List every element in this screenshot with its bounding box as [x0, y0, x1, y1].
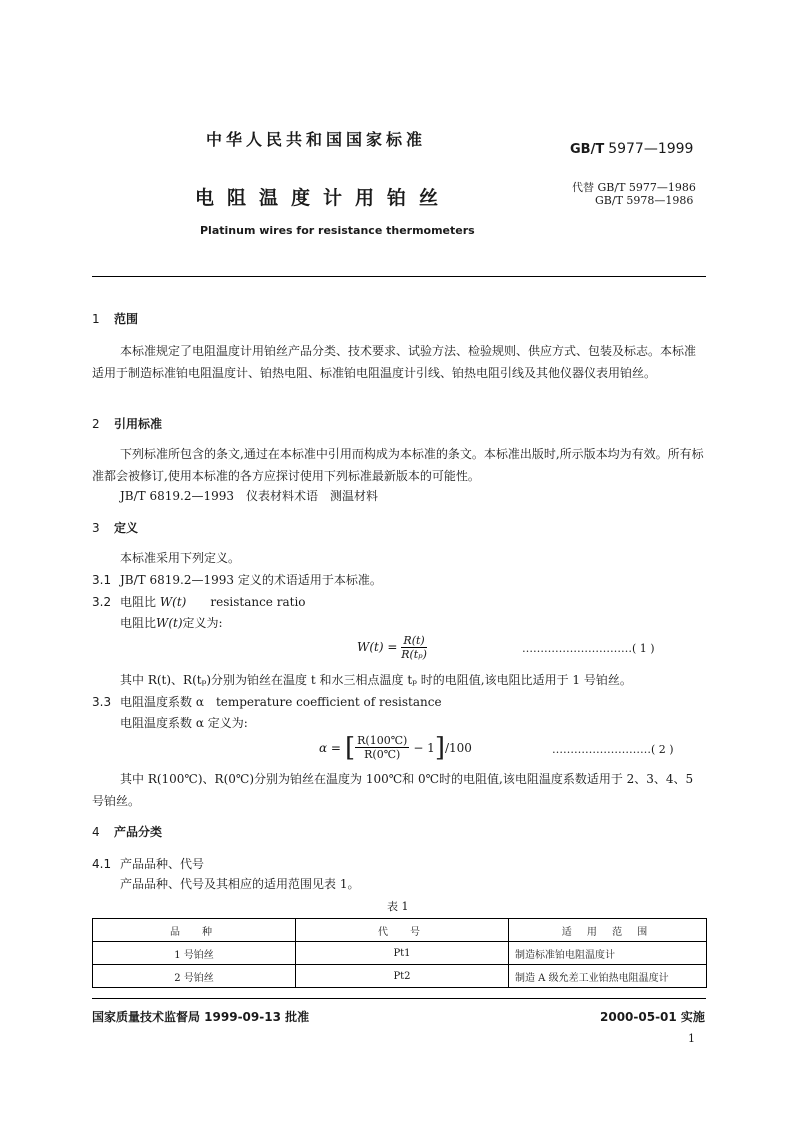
table-row	[93, 942, 707, 965]
section-title: 产品分类	[114, 825, 163, 839]
definition-symbol: W(t)	[156, 616, 183, 630]
equation-minus-one: − 1	[413, 740, 435, 755]
table-cell: Pt2	[296, 965, 509, 988]
table-cell: 制造标准铂电阻温度计	[509, 942, 707, 965]
equation-1	[357, 634, 427, 661]
clause-4-1-text: 产品品种、代号及其相应的适用范围见表 1。	[120, 877, 360, 891]
page-number: 1	[688, 1032, 695, 1045]
english-title: Platinum wires for resistance thermometers	[200, 224, 475, 237]
clause-english: temperature coefficient of resistance	[215, 695, 442, 709]
table-header-cell: 适 用 范 围	[509, 919, 707, 942]
clause-3-2	[92, 593, 306, 610]
clause-text: JB/T 6819.2—1993 定义的术语适用于本标准。	[120, 573, 382, 587]
document-title: 电阻温度计用铂丝	[195, 187, 452, 209]
approval-line: 国家质量技术监督局 1999-09-13 批准	[92, 1010, 310, 1024]
replaces-note	[572, 181, 696, 207]
section-number: 4	[92, 825, 100, 839]
product-table	[92, 918, 707, 988]
section-3-heading	[92, 519, 138, 536]
clause-english: resistance ratio	[210, 595, 306, 609]
fraction-denominator: R(0℃)	[364, 748, 401, 761]
clause-title: 产品品种、代号	[120, 857, 205, 871]
clause-number: 4.1	[92, 857, 112, 871]
clause-symbol: W(t)	[159, 595, 187, 609]
equation-fraction	[355, 734, 409, 761]
equation-1-tag: …………………………( 1 )	[522, 642, 655, 655]
standard-code	[570, 141, 693, 157]
section-title: 定义	[114, 521, 139, 535]
right-bracket: ]	[434, 732, 445, 763]
equation-2-tag: ………………………( 2 )	[552, 743, 674, 756]
clause-label: 电阻温度系数 α	[120, 695, 204, 709]
effective-date: 2000-05-01 实施	[600, 1010, 705, 1024]
equation-fraction	[401, 634, 427, 661]
equation-1-note: 其中 R(t)、R(tₚ)分别为铂丝在温度 t 和水三相点温度 tₚ 时的电阻值,该电阻比适用于 1 号铂丝。	[120, 673, 632, 687]
clause-label: 电阻比	[120, 595, 157, 609]
equation-lhs: α =	[319, 740, 341, 755]
section-1-paragraph: 本标准规定了电阻温度计用铂丝产品分类、技术要求、试验方法、检验规则、供应方式、包装及标志。本标准适用于制造标准铂电阻温度计、铂热电阻、标准铂电阻温度计引线、铂热电阻引线及其他仪器仪表用铂丝。	[92, 344, 697, 380]
header-divider	[92, 276, 706, 277]
standard-org-heading: 中华人民共和国国家标准	[206, 130, 427, 149]
table-cell: 制造 A 级允差工业铂热电阻温度计	[509, 965, 707, 988]
section-2-paragraph: 下列标准所包含的条文,通过在本标准中引用而构成为本标准的条文。本标准出版时,所示版本均为有效。所有标准都会被修订,使用本标准的各方应探讨使用下列标准最新版本的可能性。	[92, 447, 704, 483]
section-4-heading	[92, 823, 162, 840]
equation-2-note: 其中 R(100℃)、R(0℃)分别为铂丝在温度为 100℃和 0℃时的电阻值,该电阻温度系数适用于 2、3、4、5 号铂丝。	[92, 772, 694, 808]
table-header-cell: 代 号	[296, 919, 509, 942]
section-3-intro: 本标准采用下列定义。	[120, 551, 241, 565]
code-prefix: GB/T	[570, 142, 605, 157]
table-cell: Pt1	[296, 942, 509, 965]
definition-text: 电阻比	[120, 616, 157, 630]
fraction-numerator: R(100℃)	[357, 734, 408, 747]
code-number: 5977—1999	[608, 141, 694, 157]
table-caption: 表 1	[387, 900, 409, 913]
footer-divider	[92, 998, 706, 999]
reference-standard: JB/T 6819.2—1993 仪表材料术语 测温材料	[120, 489, 379, 503]
equation-lhs: W(t) =	[357, 640, 398, 654]
table-cell: 1 号铂丝	[93, 942, 296, 965]
clause-number: 3.1	[92, 573, 112, 587]
section-number: 2	[92, 417, 100, 431]
table-cell: 2 号铂丝	[93, 965, 296, 988]
definition-text-tail: 定义为:	[182, 616, 223, 630]
section-title: 引用标准	[114, 417, 163, 431]
table-row	[93, 965, 707, 988]
section-number: 3	[92, 521, 100, 535]
fraction-denominator: R(tₚ)	[401, 648, 427, 661]
equation-2	[319, 734, 472, 761]
clause-3-3	[92, 693, 442, 710]
fraction-numerator: R(t)	[403, 634, 425, 647]
table-header-cell: 品 种	[93, 919, 296, 942]
clause-4-1	[92, 855, 204, 872]
section-title: 范围	[114, 312, 139, 326]
left-bracket: [	[344, 732, 356, 763]
clause-number: 3.2	[92, 595, 112, 609]
clause-3-2-definition	[120, 614, 223, 631]
table-header-row	[93, 919, 707, 942]
clause-3-3-definition: 电阻温度系数 α 定义为:	[120, 716, 248, 730]
replaces-line-2: GB/T 5978—1986	[595, 194, 694, 207]
equation-divisor: /100	[444, 740, 472, 755]
replaces-line-1: 代替 GB/T 5977—1986	[572, 181, 696, 194]
section-2-heading	[92, 415, 162, 432]
section-1-heading	[92, 310, 138, 327]
clause-number: 3.3	[92, 695, 112, 709]
section-number: 1	[92, 312, 100, 326]
clause-3-1	[92, 571, 382, 588]
